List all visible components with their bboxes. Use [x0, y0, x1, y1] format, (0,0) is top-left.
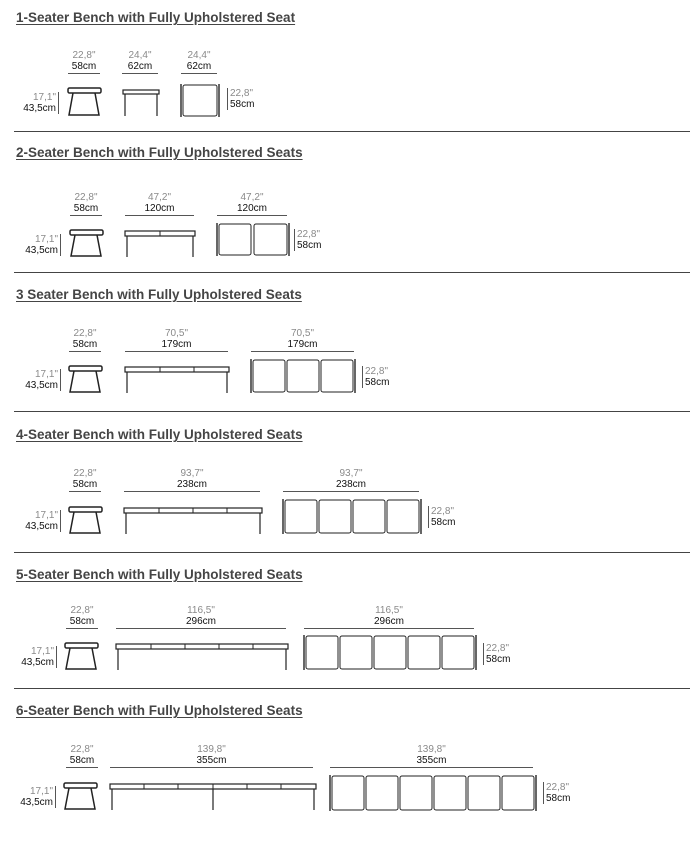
side-view-drawing — [68, 505, 104, 535]
side-width-dimension: 22,8" 58cm — [68, 50, 100, 74]
front-view-drawing — [124, 230, 196, 258]
top-width-dimension: 24,4" 62cm — [181, 50, 217, 74]
side-view-drawing — [63, 781, 99, 811]
section-divider — [14, 131, 690, 132]
front-view-drawing — [115, 643, 289, 671]
top-width-dimension: 93,7" 238cm — [283, 468, 419, 492]
top-view-drawing — [216, 223, 290, 257]
section-divider — [14, 688, 690, 689]
height-dimension: 17,1" 43,5cm — [16, 510, 61, 532]
depth-dimension: 22,8" 58cm — [227, 88, 254, 110]
depth-dimension: 22,8" 58cm — [362, 366, 389, 388]
top-view-drawing — [329, 775, 537, 812]
front-width-dimension: 24,4" 62cm — [122, 50, 158, 74]
top-width-dimension: 116,5" 296cm — [304, 605, 474, 629]
section-divider — [14, 411, 690, 412]
front-width-dimension: 47,2" 120cm — [125, 192, 194, 216]
depth-dimension: 22,8" 58cm — [483, 643, 510, 665]
front-view-drawing — [124, 366, 230, 394]
section-title: 4-Seater Bench with Fully Upholstered Seats — [16, 427, 303, 442]
side-view-drawing — [64, 641, 100, 671]
top-view-drawing — [180, 84, 220, 118]
height-dimension: 17,1" 43,5cm — [16, 369, 61, 391]
section-title: 1-Seater Bench with Fully Upholstered Seat — [16, 10, 296, 25]
front-view-drawing — [109, 783, 317, 811]
top-view-drawing — [250, 359, 356, 394]
side-view-drawing — [68, 364, 104, 394]
front-width-dimension: 70,5" 179cm — [125, 328, 228, 352]
front-view-drawing — [123, 507, 263, 535]
top-view-drawing — [303, 635, 477, 671]
section-divider — [14, 272, 690, 273]
height-dimension: 17,1" 43,5cm — [16, 646, 57, 668]
top-width-dimension: 70,5" 179cm — [251, 328, 354, 352]
depth-dimension: 22,8" 58cm — [294, 229, 321, 251]
section-title: 6-Seater Bench with Fully Upholstered Seats — [16, 703, 303, 718]
section-title: 2-Seater Bench with Fully Upholstered Seats — [16, 145, 303, 160]
top-view-drawing — [282, 499, 422, 535]
side-width-dimension: 22,8" 58cm — [66, 744, 98, 768]
section-title: 3 Seater Bench with Fully Upholstered Seats — [16, 287, 302, 302]
side-view-drawing — [69, 228, 105, 258]
height-dimension: 17,1" 43,5cm — [16, 234, 61, 256]
top-width-dimension: 139,8" 355cm — [330, 744, 533, 768]
front-width-dimension: 93,7" 238cm — [124, 468, 260, 492]
section-divider — [14, 552, 690, 553]
side-width-dimension: 22,8" 58cm — [69, 328, 101, 352]
section-title: 5-Seater Bench with Fully Upholstered Seats — [16, 567, 303, 582]
side-width-dimension: 22,8" 58cm — [70, 192, 102, 216]
height-dimension: 17,1" 43,5cm — [16, 92, 59, 114]
side-view-drawing — [67, 86, 103, 118]
front-view-drawing — [122, 88, 160, 118]
front-width-dimension: 139,8" 355cm — [110, 744, 313, 768]
side-width-dimension: 22,8" 58cm — [69, 468, 101, 492]
depth-dimension: 22,8" 58cm — [428, 506, 455, 528]
side-width-dimension: 22,8" 58cm — [66, 605, 98, 629]
depth-dimension: 22,8" 58cm — [543, 782, 570, 804]
front-width-dimension: 116,5" 296cm — [116, 605, 286, 629]
height-dimension: 17,1" 43,5cm — [16, 786, 56, 808]
top-width-dimension: 47,2" 120cm — [217, 192, 287, 216]
